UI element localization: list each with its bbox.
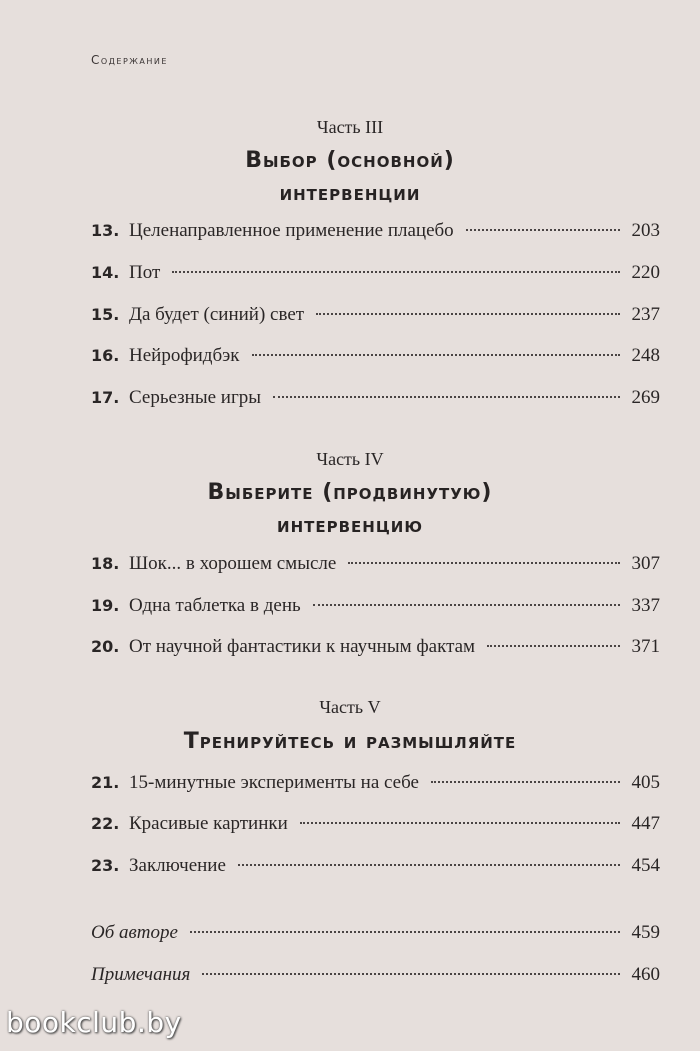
dot-leader (313, 604, 620, 606)
chapter-title: Заключение (129, 855, 226, 876)
part-label: Часть III (316, 117, 384, 137)
chapter-title: Одна таблетка в день (129, 595, 301, 616)
dot-leader (202, 973, 619, 975)
chapter-number: 22. (91, 814, 120, 833)
dot-leader (238, 864, 620, 866)
page-number: 454 (631, 855, 660, 876)
part-title-line: Тренируйтесь и размышляйте (183, 729, 517, 754)
dot-leader (300, 822, 620, 824)
toc-row[interactable] (91, 220, 660, 250)
dot-leader (431, 781, 620, 783)
chapter-number: 17. (91, 388, 120, 407)
chapter-number: 15. (91, 305, 120, 324)
dot-leader (316, 313, 619, 315)
page-number: 459 (631, 922, 660, 943)
chapter-title: Серьезные игры (129, 387, 262, 408)
dot-leader (190, 931, 620, 933)
chapter-number: 20. (91, 637, 120, 656)
page-number: 203 (631, 220, 660, 241)
chapter-title: 15-минутные эксперименты на себе (129, 772, 419, 793)
chapter-title: Целенаправленное применение плацебо (129, 220, 454, 241)
part-label: Часть V (319, 697, 381, 717)
chapter-number: 18. (91, 554, 120, 573)
page-number: 220 (631, 262, 660, 283)
part-label: Часть IV (316, 449, 384, 469)
chapter-number: 21. (91, 773, 120, 792)
toc-row[interactable] (91, 387, 660, 417)
toc-row[interactable] (91, 772, 660, 802)
chapter-number: 23. (91, 856, 120, 875)
back-matter-row[interactable] (91, 964, 660, 994)
toc-row[interactable] (91, 855, 660, 885)
chapter-title: Шок... в хорошем смысле (129, 553, 337, 574)
chapter-number: 16. (91, 346, 120, 365)
dot-leader (487, 645, 619, 647)
part-title-line: Выберите (продвинутую) (207, 480, 493, 505)
chapter-title: От научной фантастики к научным фактам (129, 636, 476, 657)
toc-row[interactable] (91, 262, 660, 292)
back-matter-title: Об авторе (91, 922, 178, 943)
chapter-title: Пот (129, 262, 161, 283)
back-matter-row[interactable] (91, 922, 660, 952)
toc-row[interactable] (91, 345, 660, 375)
page-number: 460 (631, 964, 660, 985)
page-number: 269 (631, 387, 660, 408)
toc-row[interactable] (91, 304, 660, 334)
back-matter-title: Примечания (91, 964, 191, 985)
page-number: 307 (631, 553, 660, 574)
chapter-title: Да будет (синий) свет (129, 304, 305, 325)
dot-leader (273, 396, 619, 398)
toc-row[interactable] (91, 553, 660, 583)
page-number: 447 (631, 813, 660, 834)
dot-leader (348, 562, 619, 564)
toc-row[interactable] (91, 636, 660, 666)
running-head: Содержание (91, 53, 168, 67)
page-number: 371 (631, 636, 660, 657)
page-number: 237 (631, 304, 660, 325)
part-title-line: интервенции (279, 181, 421, 206)
chapter-number: 13. (91, 221, 120, 240)
dot-leader (252, 354, 620, 356)
dot-leader (466, 229, 620, 231)
part-title-line: Выбор (основной) (245, 148, 455, 173)
chapter-number: 14. (91, 263, 120, 282)
toc-row[interactable] (91, 813, 660, 843)
chapter-number: 19. (91, 596, 120, 615)
watermark: bookclub.by (6, 1006, 182, 1039)
page-number: 248 (631, 345, 660, 366)
toc-row[interactable] (91, 595, 660, 625)
part-title-line: интервенцию (277, 513, 423, 538)
dot-leader (172, 271, 619, 273)
page-number: 405 (631, 772, 660, 793)
chapter-title: Нейрофидбэк (129, 345, 240, 366)
chapter-title: Красивые картинки (129, 813, 288, 834)
page-number: 337 (631, 595, 660, 616)
